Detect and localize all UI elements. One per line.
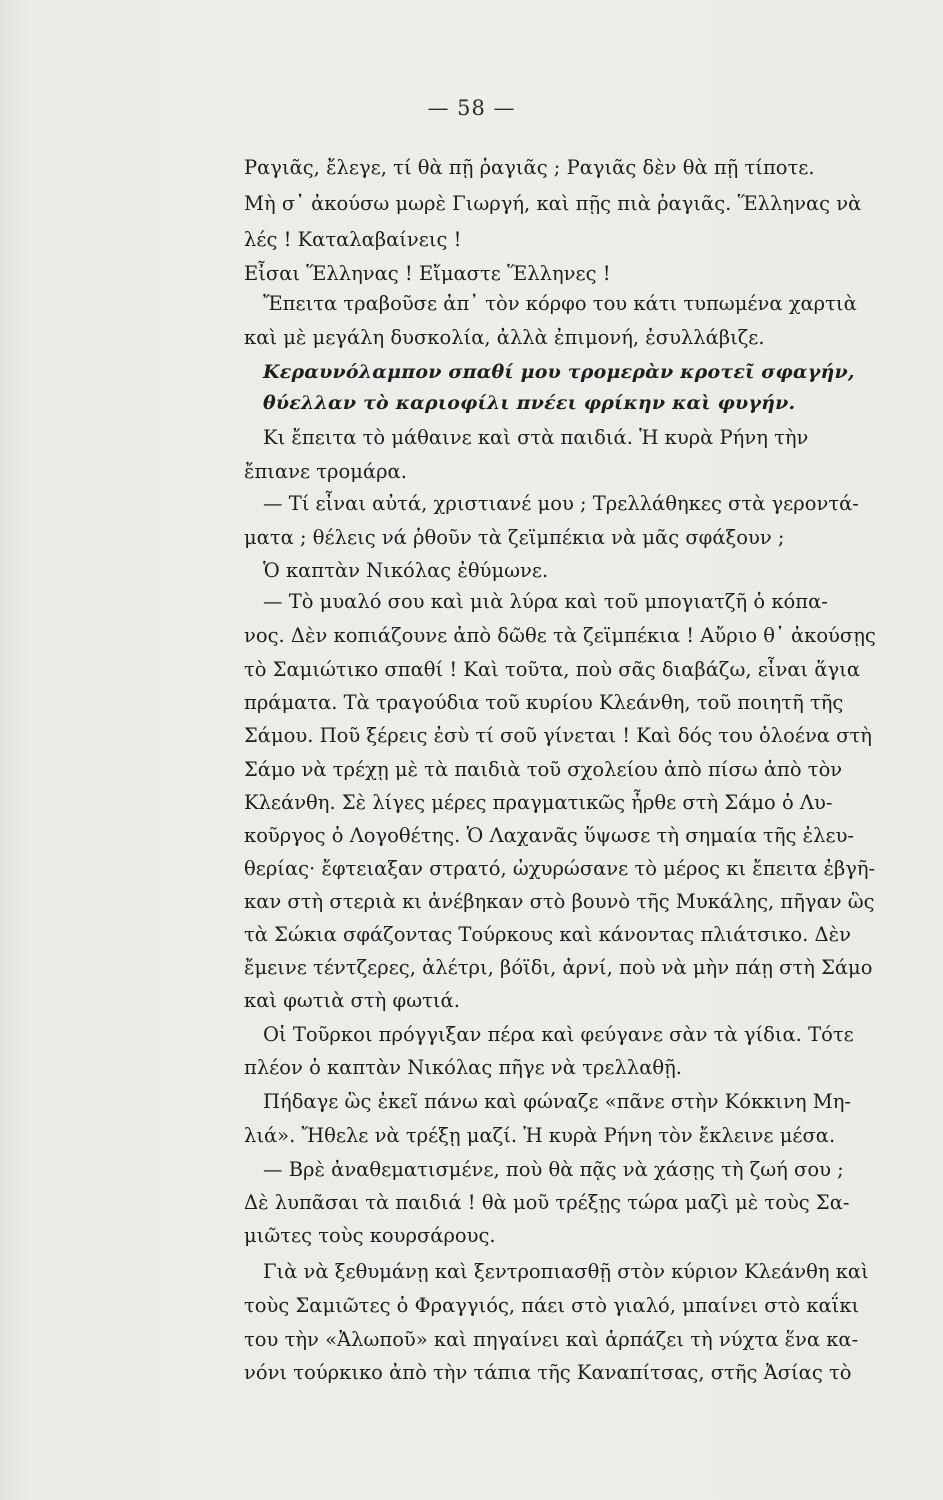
- text-line: ματα ; θέλεις νά ῥθοῦν τὰ ζεϊμπέκια νὰ μᾶς σφάξουν ;: [244, 526, 785, 549]
- text-line: Πήδαγε ὣς ἐκεῖ πάνω καὶ φώναζε «πᾶνε στὴν Κόκκινη Μη-: [263, 1090, 851, 1113]
- text-line: Ἔπειτα τραβοῦσε ἀπ᾽ τὸν κόρφο του κάτι τυπωμένα χαρτιὰ: [263, 292, 857, 315]
- text-line: καὶ μὲ μεγάλη δυσκολία, ἀλλὰ ἐπιμονή, ἐσυλλάβιζε.: [244, 326, 765, 349]
- text-line: τοὺς Σαμιῶτες ὁ Φραγγιός, πάει στὸ γιαλό, μπαίνει στὸ καΐκι: [244, 1294, 860, 1317]
- text-line: Μὴ σ᾽ ἀκούσω μωρὲ Γιωργή, καὶ πῇς πιὰ ῥαγιᾶς. Ἕλληνας νὰ: [244, 192, 862, 215]
- text-line: νόνι τούρκικο ἀπὸ τὴν τάπια τῆς Καναπίτσας, στῆς Ἀσίας τὸ: [244, 1361, 852, 1384]
- text-line: ἔπιανε τρομάρα.: [244, 460, 407, 483]
- text-line: νος. Δὲν κοπιάζουνε ἀπὸ δῶθε τὰ ζεϊμπέκια ! Αὔριο θ᾽ ἀκούσῃς: [244, 624, 876, 647]
- text-line: καν στὴ στεριὰ κι ἀνέβηκαν στὸ βουνὸ τῆς Μυκάλης, πῆγαν ὣς: [244, 890, 875, 913]
- text-line: ἔμεινε τέντζερες, ἀλέτρι, βόϊδι, ἀρνί, ποὺ νὰ μὴν πάῃ στὴ Σάμο: [244, 956, 873, 979]
- text-line: — Τὸ μυαλό σου καὶ μιὰ λύρα καὶ τοῦ μπογιατζῆ ὁ κόπα-: [263, 590, 828, 613]
- text-line: πλέον ὁ καπτὰν Νικόλας πῆγε νὰ τρελλαθῇ.: [244, 1056, 683, 1079]
- text-line: τὸ Σαμιώτικο σπαθί ! Καὶ τοῦτα, ποὺ σᾶς διαβάζω, εἶναι ἅγια: [244, 658, 861, 681]
- text-line: Κι ἔπειτα τὸ μάθαινε καὶ στὰ παιδιά. Ἡ κυρὰ Ρήνη τὴν: [263, 426, 809, 449]
- text-line: του τὴν «Ἀλωποῦ» καὶ πηγαίνει καὶ ἁρπάζει τὴ νύχτα ἕνα κα-: [244, 1328, 859, 1351]
- text-line: Σάμο νὰ τρέχῃ μὲ τὰ παιδιὰ τοῦ σχολείου ἀπὸ πίσω ἀπὸ τὸν: [244, 758, 843, 781]
- text-line: τὰ Σώκια σφάζοντας Τούρκους καὶ κάνοντας πλιάτσικο. Δὲν: [244, 923, 851, 946]
- text-line: Εἶσαι Ἕλληνας ! Εἴμαστε Ἕλληνες !: [244, 262, 611, 285]
- page-number: — 58 —: [427, 96, 516, 120]
- text-line: Γιὰ νὰ ξεθυμάνῃ καὶ ξεντροπιασθῇ στὸν κύριον Κλεάνθη καὶ: [263, 1260, 869, 1283]
- text-line: πράματα. Τὰ τραγούδια τοῦ κυρίου Κλεάνθη, τοῦ ποιητῆ τῆς: [244, 691, 844, 714]
- text-line: λές ! Καταλαβαίνεις !: [244, 228, 462, 251]
- text-line: μιῶτες τοὺς κουρσάρους.: [244, 1224, 496, 1247]
- text-line: Σάμου. Ποῦ ξέρεις ἐσὺ τί σοῦ γίνεται ! Καὶ δός του ὁλοένα στὴ: [244, 724, 872, 747]
- verse-line: Κεραυνόλαμπον σπαθί μου τρομερὰν κροτεῖ σφαγήν,: [263, 361, 855, 383]
- text-line: Δὲ λυπᾶσαι τὰ παιδιά ! θὰ μοῦ τρέξῃς τώρα μαζὶ μὲ τοὺς Σα-: [244, 1191, 850, 1214]
- verse-line: θύελλαν τὸ καριοφίλι πνέει φρίκην καὶ φυγήν.: [263, 392, 796, 414]
- text-line: — Βρὲ ἀναθεματισμένε, ποὺ θὰ πᾷς νὰ χάσῃς τὴ ζωή σου ;: [263, 1158, 844, 1181]
- text-line: Ὁ καπτὰν Νικόλας ἐθύμωνε.: [263, 559, 549, 582]
- text-line: Κλεάνθη. Σὲ λίγες μέρες πραγματικῶς ἦρθε στὴ Σάμο ὁ Λυ-: [244, 791, 833, 814]
- text-line: κοῦργος ὁ Λογοθέτης. Ὁ Λαχανᾶς ὕψωσε τὴ σημαία τῆς ἐλευ-: [244, 824, 855, 847]
- text-line: λιά». Ἤθελε νὰ τρέξῃ μαζί. Ἡ κυρὰ Ρήνη τὸν ἔκλεινε μέσα.: [244, 1124, 836, 1147]
- text-line: — Τί εἶναι αὐτά, χριστιανέ μου ; Τρελλάθηκες στὰ γεροντά-: [263, 492, 859, 515]
- text-line: Οἱ Τοῦρκοι πρόγγιξαν πέρα καὶ φεύγανε σὰν τὰ γίδια. Τότε: [263, 1023, 854, 1046]
- text-line: θερίας· ἔφτειαξαν στρατό, ὠχυρώσανε τὸ μέρος κι ἔπειτα ἐβγῆ-: [244, 857, 876, 880]
- text-line: Ραγιᾶς, ἔλεγε, τί θὰ πῇ ῥαγιᾶς ; Ραγιᾶς δὲν θὰ πῇ τίποτε.: [244, 156, 815, 179]
- text-line: καὶ φωτιὰ στὴ φωτιά.: [244, 989, 460, 1012]
